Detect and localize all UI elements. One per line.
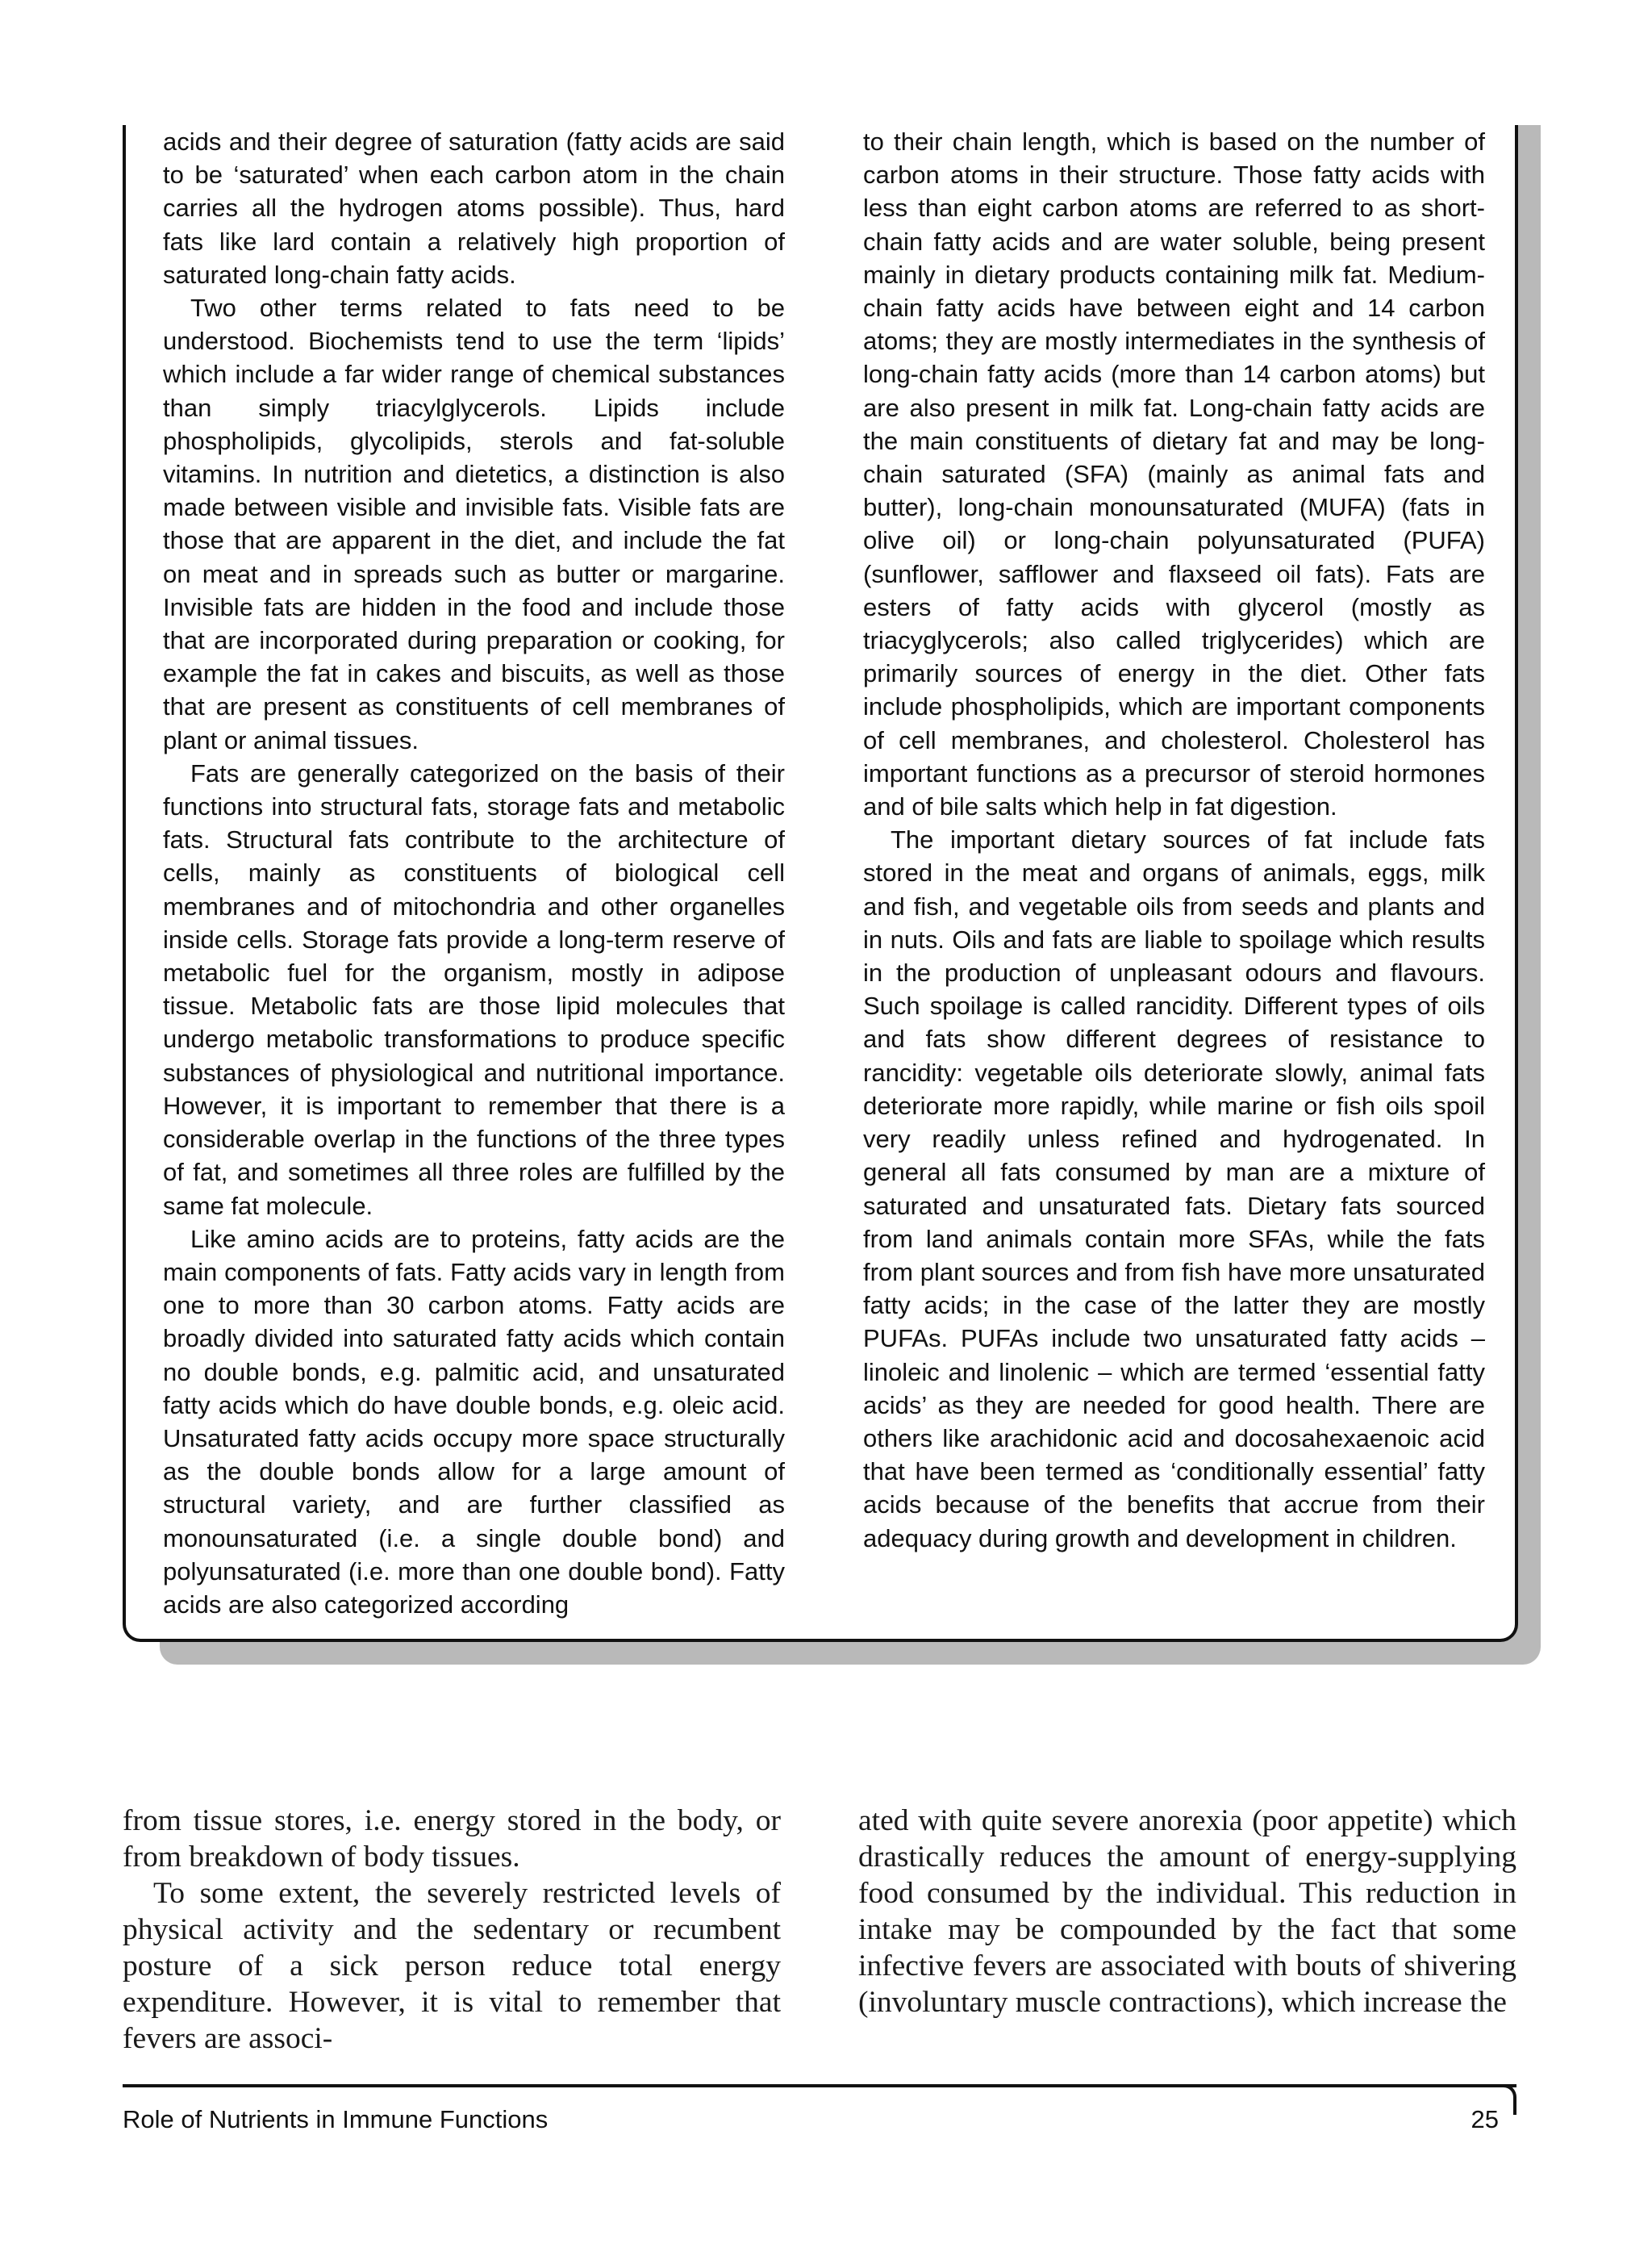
running-title: Role of Nutrients in Immune Functions bbox=[123, 2105, 549, 2133]
fats-feature-box bbox=[123, 125, 1518, 1642]
box-paragraph: Like amino acids are to proteins, fatty acids are the main components of fats. Fatty acids vary in length from one to more than 30 carbon atoms. Fatty acids are broadly divided into saturated fatty acids which contain no double bonds, e.g. palmitic acid, and unsaturated fatty acids which do have double bonds, e.g. oleic acid. Unsaturated fatty acids occupy more space structurally as the double bonds allow for a large amount of structural variety, and are further classified as monounsaturated (i.e. a single double bond) and polyunsaturated (i.e. more than one double bond). Fatty acids are also categorized according bbox=[163, 1224, 785, 1619]
box-paragraph: Fats are generally categorized on the basis of their functions into structural fats, storage fats and metabolic fats. Structural fats contribute to the architecture of cells, mainly as constituents of biological cell membranes and of mitochondria and other organelles inside cells. Storage fats provide a long-term reserve of metabolic fuel for the organism, mostly in adipose tissue. Metabolic fats are those lipid molecules that undergo metabolic transformations to produce specific substances of physiological and nutritional importance. However, it is important to remember that there is a considerable overlap in the functions of the three types of fat, and sometimes all three roles are fulfilled by the same fat molecule. bbox=[163, 758, 785, 1220]
box-paragraph: Two other terms related to fats need to be understood. Biochemists tend to use the term ‘lipids’ which include a far wider range of chemical substances than simply triacylglycerols. Lipids include phospholipids, glycolipids, sterols and fat-soluble vitamins. In nutrition and dietetics, a distinction is also made between visible and invisible fats. Visible fats are those that are apparent in the diet, and include the fat on meat and in spreads such as butter or margarine. Invisible fats are hidden in the food and include those that are incorporated during preparation or cooking, for example the fat in cakes and biscuits, as well as those that are present as constituents of cell membranes of plant or animal tissues. bbox=[163, 294, 785, 754]
body-column-left bbox=[123, 1803, 781, 2057]
box-column-right bbox=[863, 125, 1485, 1555]
box-paragraph: to their chain length, which is based on the number of carbon atoms in their structure. Those fatty acids with less than eight carbon atoms are referred to as short-chain fatty acids and are water soluble, being present mainly in dietary products containing milk fat. Medium-chain fatty acids have between eight and 14 carbon atoms; they are mostly intermediates in the synthesis of long-chain fatty acids (more than 14 carbon atoms) but are also present in milk fat. Long-chain fatty acids are the main constituents of dietary fat and may be long-chain saturated (SFA) (mainly as animal fats and butter), long-chain monounsaturated (MUFA) (fats in olive oil) or long-chain polyunsaturated (PUFA) (sunflower, safflower and flaxseed oil fats). Fats are esters of fatty acids with glycerol (mostly as triacyglycerols; also called triglycerides) which are primarily sources of energy in the diet. Other fats include phospholipids, which are important components of cell membranes, and cholesterol. Cholesterol has important functions as a precursor of steroid hormones and of bile salts which help in fat digestion. bbox=[863, 127, 1485, 821]
body-paragraph: ated with quite severe anorexia (poor appetite) which drastically reduces the amount of energy-supplying food consumed by the individual. This reduction in intake may be compounded by the fact that some infective fevers are associated with bouts of shivering (involuntary muscle contractions), which increase the bbox=[858, 1804, 1516, 2019]
page-number: 25 bbox=[1471, 2105, 1499, 2133]
body-column-right bbox=[858, 1803, 1516, 2020]
box-paragraph: The important dietary sources of fat include fats stored in the meat and organs of animals, eggs, milk and fish, and vegetable oils from seeds and plants and in nuts. Oils and fats are liable to spoilage which results in the production of unpleasant odours and flavours. Such spoilage is called rancidity. Different types of oils and fats show different degrees of resistance to rancidity: vegetable oils deteriorate slowly, animal fats deteriorate more rapidly, while marine or fish oils spoil very readily unless refined and hydrogenated. In general all fats consumed by man are a mixture of saturated and unsaturated fats. Dietary fats sourced from land animals contain more SFAs, while the fats from plant sources and from fish have more unsaturated fatty acids; in the case of the latter they are mostly PUFAs. PUFAs include two unsaturated fatty acids – linoleic and linolenic – which are termed ‘essential fatty acids’ as they are needed for good health. There are others like arachidonic acid and docosahexaenoic acid that have been termed as ‘conditionally essential’ fatty acids because of the benefits that accrue from their adequacy during growth and development in children. bbox=[863, 825, 1485, 1552]
box-column-left bbox=[163, 125, 785, 1621]
footer-rule bbox=[123, 2084, 1516, 2087]
box-paragraph: acids and their degree of saturation (fatty acids are said to be ‘saturated’ when each carbon atom in the chain carries all the hydrogen atoms possible). Thus, hard fats like lard contain a relatively high proportion of saturated long-chain fatty acids. bbox=[163, 127, 785, 289]
body-paragraph: To some extent, the severely restricted levels of physical activity and the sedentary or recumbent posture of a sick person reduce total energy expenditure. However, it is vital to remember that fevers are associ- bbox=[123, 1877, 781, 2055]
body-paragraph: from tissue stores, i.e. energy stored in the body, or from breakdown of body tissues. bbox=[123, 1804, 781, 1874]
footer-rule-hook bbox=[1502, 2084, 1516, 2115]
